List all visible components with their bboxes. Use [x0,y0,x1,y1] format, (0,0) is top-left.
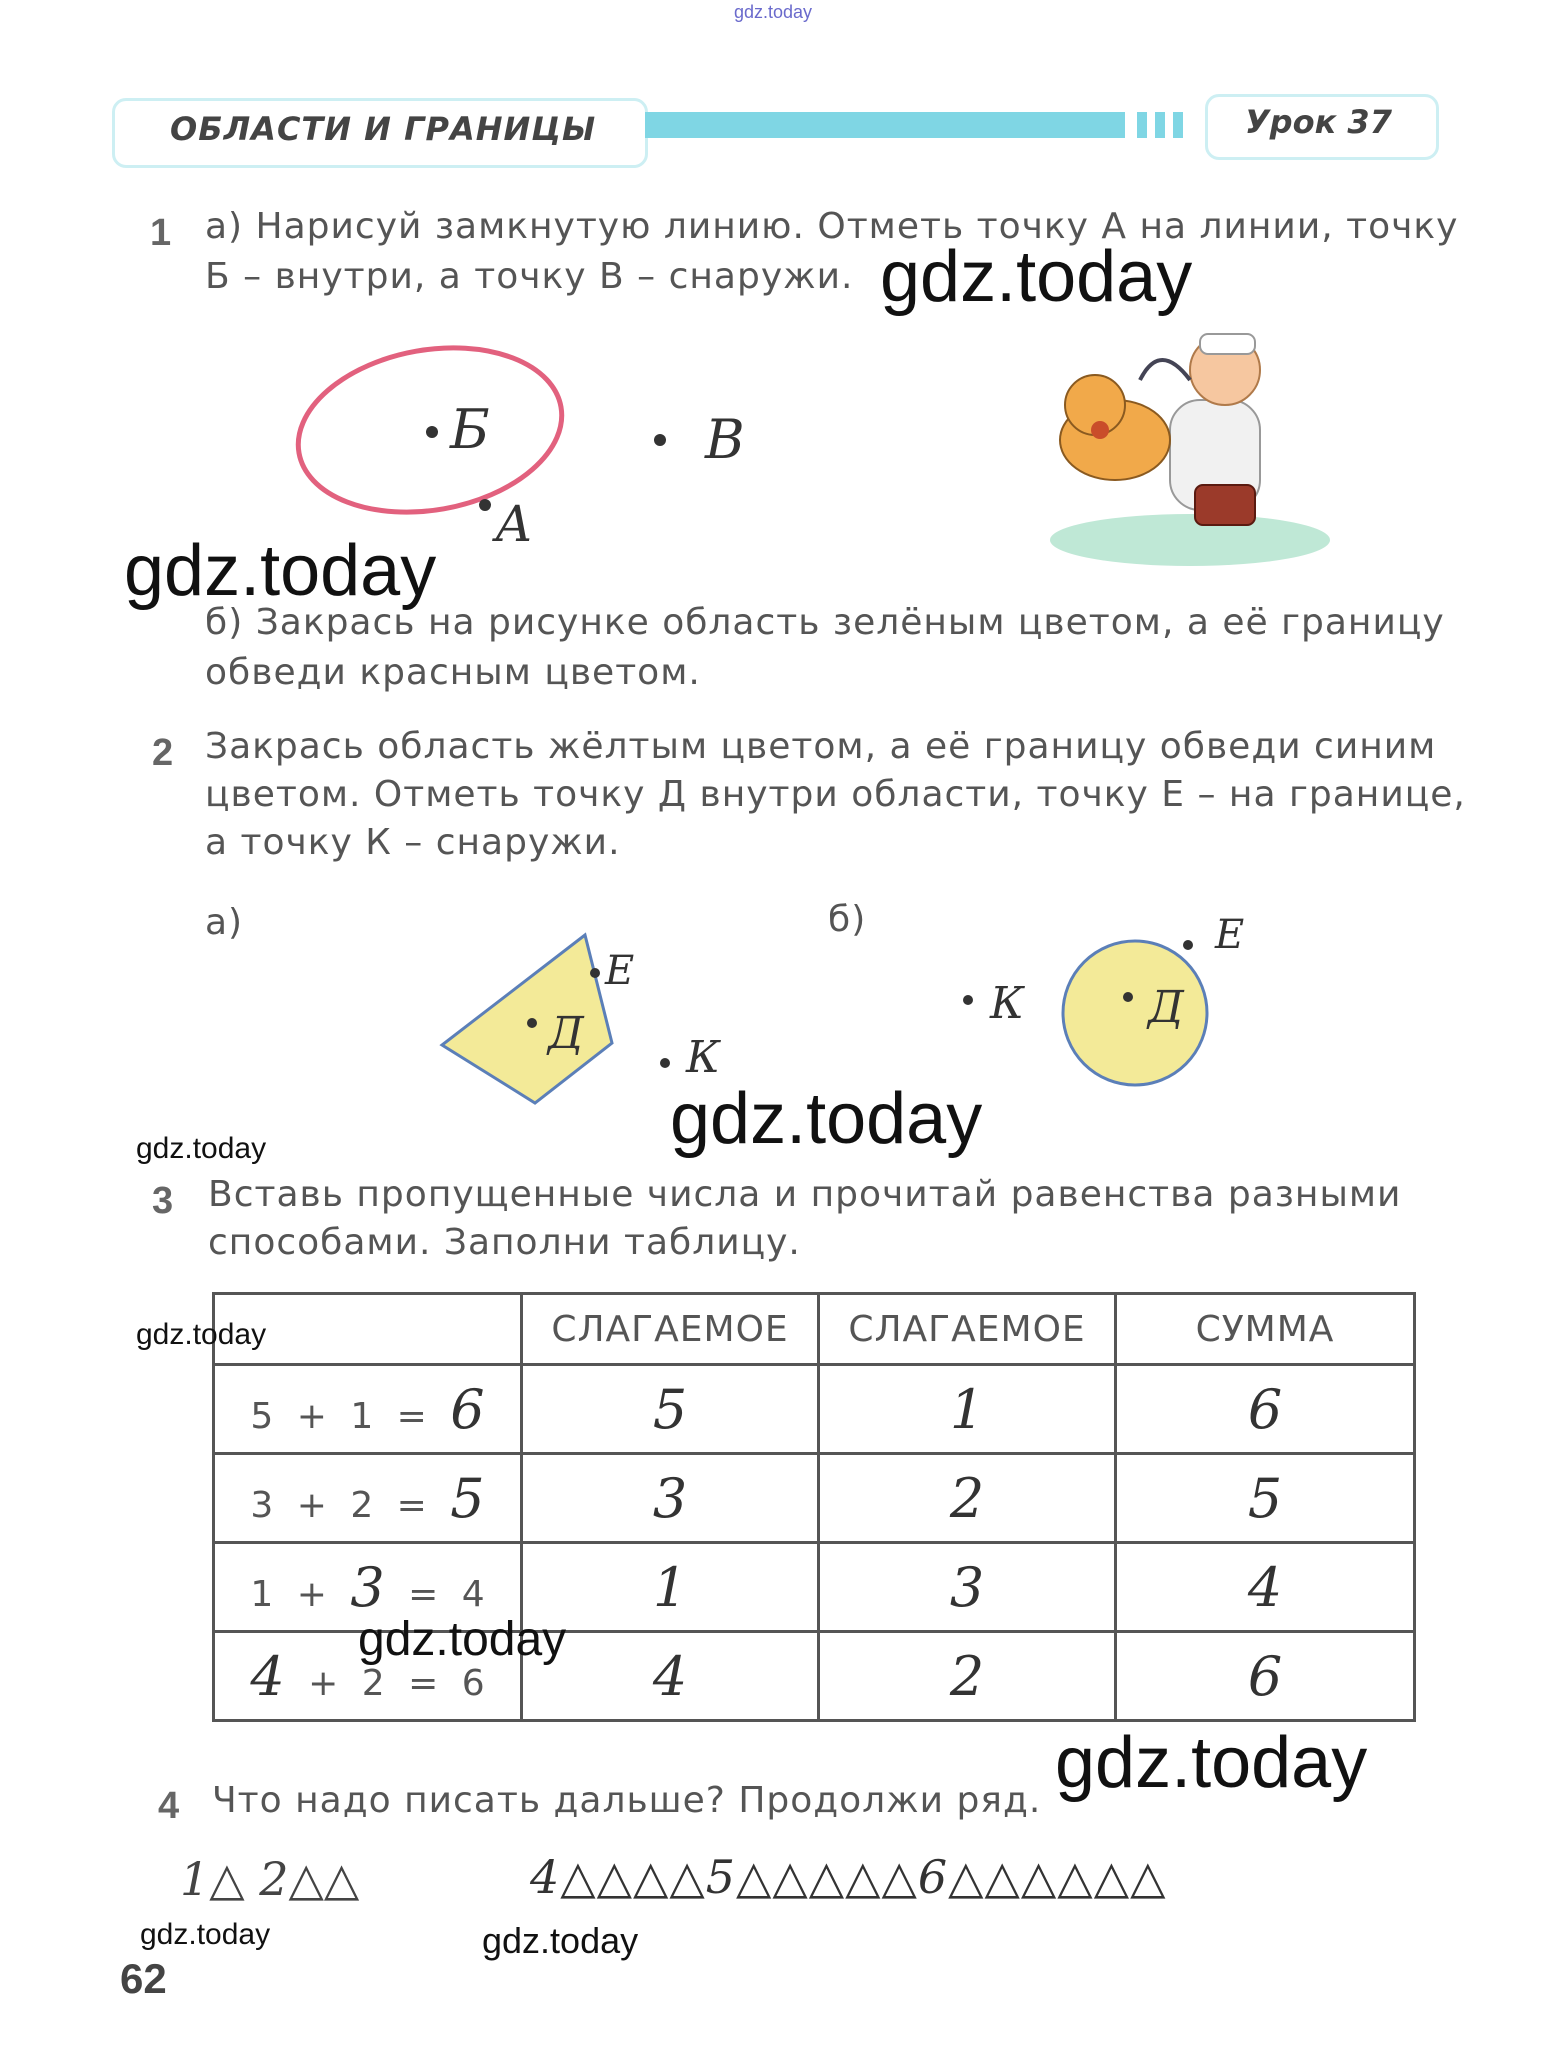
equation-cell [214,1454,522,1543]
addend2-cell: 1 [819,1365,1116,1454]
point-k-a [660,1058,670,1068]
task3-number: 3 [152,1180,174,1222]
circle-region [1063,941,1207,1085]
label-d-b: Д [1148,982,1184,1033]
sum-cell: 6 [1116,1365,1415,1454]
task4-number: 4 [158,1785,180,1827]
watermark: gdz.today [140,1918,271,1951]
addend2-cell: 3 [819,1543,1116,1632]
task4-text: Что надо писать дальше? Продолжи ряд. [212,1780,1042,1821]
eq-c-handwritten: 6 [450,1377,485,1441]
table-header-row [214,1294,1415,1365]
equals-sign: = [396,1484,427,1526]
header-band-tick [1137,112,1147,138]
sum-cell: 6 [1116,1632,1415,1721]
eq-a: 3 [250,1484,274,1526]
equals-sign: = [408,1662,439,1704]
printed-series: 1△ 2△△ [180,1852,360,1906]
label-a: А [495,495,533,553]
table-header-cell: СЛАГАЕМОЕ [819,1294,1116,1365]
eq-b: 1 [350,1395,374,1437]
task3-text-line2: способами. Заполни таблицу. [208,1222,801,1263]
task1-b-text-line1: б) Закрась на рисунке область зелёным цветом, а её границу [205,602,1445,643]
eq-b-handwritten: 3 [350,1555,385,1619]
watermark: gdz.today [482,1920,639,1961]
watermark: gdz.today [358,1613,567,1666]
table-row [214,1454,1415,1543]
eq-a: 5 [250,1395,274,1437]
table-row [214,1365,1415,1454]
point-a [479,499,491,511]
equals-sign: = [408,1573,439,1615]
eq-a: 1 [250,1573,274,1615]
handwritten-series: 4△△△△5△△△△△6△△△△△△ [530,1850,1167,1904]
task3-text-line1: Вставь пропущенные числа и прочитай равенства разными [208,1174,1402,1215]
point-v [654,434,666,446]
addend2-cell: 2 [819,1454,1116,1543]
task2-part-b: б) [828,899,867,940]
eq-c: 6 [461,1662,485,1704]
eq-c: 4 [461,1573,485,1615]
watermark-top: gdz.today [734,2,813,22]
point-d-b [1123,992,1133,1002]
page-title: ОБЛАСТИ И ГРАНИЦЫ [170,110,597,148]
point-k-b [963,995,973,1005]
eq-b: 2 [361,1662,385,1704]
label-k-b: К [990,978,1025,1029]
watermark: gdz.today [124,531,437,611]
label-v: В [705,408,745,471]
doctor-dog-illustration [1040,320,1340,570]
point-d-a [527,1018,537,1028]
task1-a-text-line2: Б – внутри, а точку В – снаружи. [205,256,854,297]
watermark: gdz.today [880,237,1193,317]
table-header-cell: СУММА [1116,1294,1415,1365]
label-e-b: Е [1215,912,1245,958]
plus-sign: + [296,1484,327,1526]
watermark: gdz.today [670,1079,983,1159]
addend1-cell: 5 [522,1365,819,1454]
watermark: gdz.today [1055,1723,1368,1803]
quadrilateral-region [442,935,612,1103]
eq-a-handwritten: 4 [250,1644,285,1708]
task2-text-line3: а точку К – снаружи. [205,822,621,863]
table-header-cell: СЛАГАЕМОЕ [522,1294,819,1365]
task1-b-text-line2: обведи красным цветом. [205,652,701,693]
sum-cell: 5 [1116,1454,1415,1543]
point-e-b [1183,940,1193,950]
label-k-a: К [686,1032,721,1083]
header-band-tick [1173,112,1183,138]
addend2-cell: 2 [819,1632,1116,1721]
watermark: gdz.today [136,1318,267,1351]
task1-a-text-line1: а) Нарисуй замкнутую линию. Отметь точку А на линии, точку [205,206,1459,247]
task2-number: 2 [152,732,174,774]
label-e-a: Е [605,948,635,994]
equals-sign: = [396,1395,427,1437]
lesson-label: Урок 37 [1245,103,1392,141]
sum-cell: 4 [1116,1543,1415,1632]
point-e-a [590,968,600,978]
watermark: gdz.today [136,1132,267,1165]
task1-number: 1 [150,212,172,254]
point-b [426,426,438,438]
header-band-tick [1155,112,1165,138]
task2-part-a: а) [205,902,244,943]
label-b: Б [450,398,490,461]
addend1-cell: 1 [522,1543,819,1632]
eq-b: 2 [350,1484,374,1526]
eq-c-handwritten: 5 [450,1466,485,1530]
plus-sign: + [296,1395,327,1437]
page-number: 62 [120,1955,167,2002]
label-d-a: Д [548,1008,584,1059]
addend1-cell: 3 [522,1454,819,1543]
task2-text-line2: цветом. Отметь точку Д внутри области, точку Е – на границе, [205,774,1466,815]
header-band [645,112,1125,138]
equation-cell [214,1365,522,1454]
plus-sign: + [308,1662,339,1704]
plus-sign: + [296,1573,327,1615]
addend1-cell: 4 [522,1632,819,1721]
task2-text-line1: Закрась область жёлтым цветом, а её границу обведи синим [205,726,1437,767]
